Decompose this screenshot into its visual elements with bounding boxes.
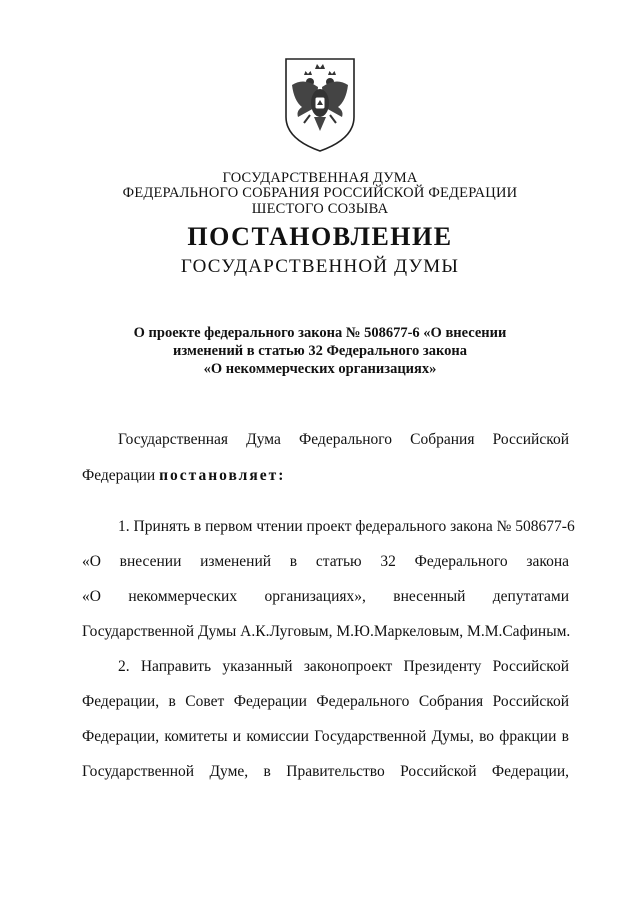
org-line-3: ШЕСТОГО СОЗЫВА [251, 201, 389, 217]
paragraph-2-line-3: Федерации, комитеты и комиссии Государственной Думы, во фракции в [82, 728, 569, 745]
paragraph-2-line-1: 2. Направить указанный законопроект Президенту Российской [118, 658, 569, 675]
paragraph-1-line-1: 1. Принять в первом чтении проект федерального закона № 508677-6 [118, 518, 575, 535]
paragraph-1-line-2: «О внесении изменений в статью 32 Федерального закона [82, 553, 569, 570]
subject-line-2: изменений в статью 32 Федерального закона [173, 343, 467, 359]
subject-line-1: О проекте федерального закона № 508677-6 «О внесении [133, 325, 507, 341]
paragraph-1-line-3: «О некоммерческих организациях», внесенный депутатами [82, 588, 569, 605]
org-line-1: ГОСУДАРСТВЕННАЯ ДУМА [222, 170, 418, 186]
paragraph-2-line-4: Государственной Думе, в Правительство Российской Федерации, [82, 763, 569, 780]
coat-of-arms-icon [282, 55, 358, 155]
paragraph-2-line-2: Федерации, в Совет Федерации Федерального Собрания Российской [82, 693, 569, 710]
paragraph-1-line-4: Государственной Думы А.К.Луговым, М.Ю.Маркеловым, М.М.Сафиным. [82, 623, 571, 640]
subject-line-3: «О некоммерческих организациях» [203, 361, 437, 377]
document-type-subtitle: ГОСУДАРСТВЕННОЙ ДУМЫ [180, 256, 460, 277]
document-type-title: ПОСТАНОВЛЕНИЕ [187, 222, 453, 251]
resolves-word: постановляет: [159, 467, 286, 484]
preamble-line-2-text: Федерации [82, 467, 160, 484]
org-line-2: ФЕДЕРАЛЬНОГО СОБРАНИЯ РОССИЙСКОЙ ФЕДЕРАЦИИ [122, 185, 518, 201]
preamble-line-1: Государственная Дума Федерального Собрания Российской [118, 431, 569, 448]
preamble-line-2 [82, 467, 569, 485]
